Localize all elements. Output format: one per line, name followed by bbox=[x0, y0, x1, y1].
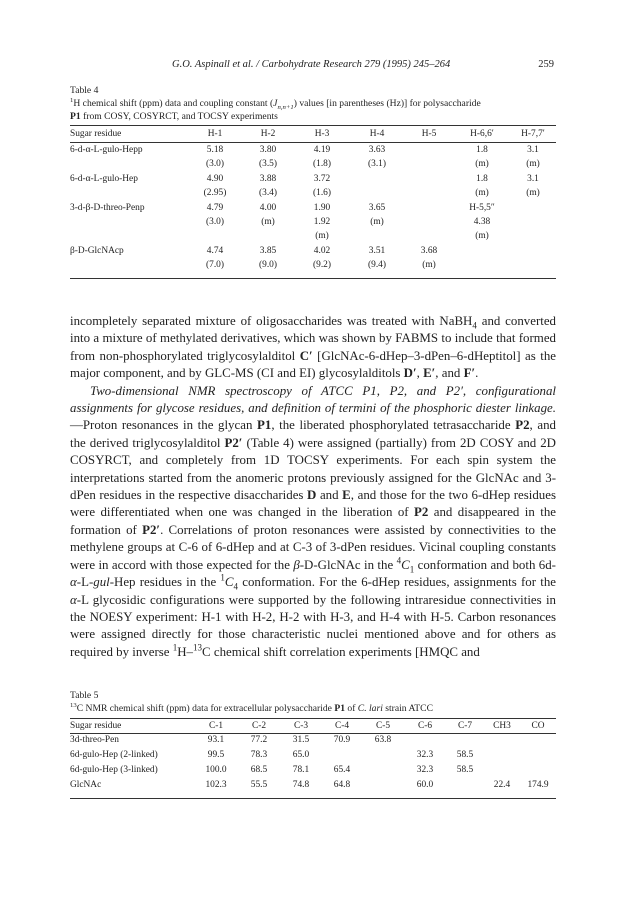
table-cell: 58.5 bbox=[456, 750, 474, 760]
column-header: H-4 bbox=[369, 129, 385, 139]
sugar-residue-cell bbox=[70, 188, 188, 202]
table5-header-row bbox=[70, 721, 556, 735]
table-cell: (m) bbox=[422, 260, 436, 271]
table4-header-row bbox=[70, 129, 556, 145]
table-cell bbox=[454, 260, 510, 274]
sugar-residue-cell: 3-d-β-D-threo-Penp bbox=[70, 202, 145, 213]
table-cell: 1.92 bbox=[313, 216, 331, 227]
table-cell: 3.63 bbox=[368, 145, 386, 155]
table-cell: 4.79 bbox=[206, 202, 224, 213]
column-header: C-5 bbox=[375, 721, 391, 731]
table-cell: 58.5 bbox=[456, 765, 474, 775]
table-cell: (9.0) bbox=[259, 260, 277, 271]
table-cell bbox=[242, 231, 294, 245]
column-header: C-2 bbox=[251, 721, 267, 731]
column-header: C-3 bbox=[293, 721, 309, 731]
table-cell: 31.5 bbox=[292, 735, 310, 745]
sugar-residue-cell bbox=[70, 159, 188, 173]
table-cell: H-5,5″ bbox=[469, 202, 495, 213]
paragraph: Two-dimensional NMR spectroscopy of ATCC P1, P2, and P2′, configurational assignments for glycose residues, and definition of termini of the phosphoric diester linkage.—Proton resonances in the glycan P1, the liberated phosphorylated tetrasaccharide P2, and the derived triglycosylalditol P2′ (Table 4) were assigned (partially) from 2D COSY and 2D COSYRCT, and completely from 1D TOCSY experiments. For each spin system the interpretations started from the anomeric protons previously assigned for the GlcNAc and 3-dPen residues in the respective disaccharides D and E, and those for the two 6-dHep residues were differentiated when one was changed in the liberation of P2 and disappeared in the formation of P2′. Correlations of proton resonances were assisted by connectivities to the methylene groups at C-6 of 6-dHep and at C-3 of 3-dPen residues. Vicinal coupling constants were in accord with those expected for the β-D-GlcNAc in the $^4C_1$ conformation and both 6d-α-L-gul-Hep residues in the $^1C_4$ conformation. For the 6-dHep residues, assignments for the α-L glycosidic configurations were supported by the following intraresidue connectivities in the NOESY experiment: H-1 with H-2, H-2 with H-3, and H-4 with H-5. Carbon resonances were assigned directly for those characteristic nuclei mentioned above and for others as required by inverse $^1$H–$^{13}$C chemical shift correlation experiments [HMQC and bbox=[70, 383, 556, 659]
table-cell: 4.74 bbox=[206, 245, 224, 256]
table-cell: 3.88 bbox=[259, 173, 277, 184]
table-cell: 78.1 bbox=[292, 765, 310, 775]
table-cell: 1.8 bbox=[476, 145, 488, 155]
table-cell: (m) bbox=[475, 231, 489, 242]
table-cell: 70.9 bbox=[333, 735, 351, 745]
column-header: H-5 bbox=[421, 129, 437, 139]
table-cell: 3.1 bbox=[527, 173, 539, 184]
table-cell bbox=[188, 231, 242, 245]
table-cell bbox=[510, 231, 556, 245]
table-row bbox=[70, 159, 556, 173]
table-cell: (m) bbox=[261, 216, 275, 227]
sugar-residue-cell: 6d-gulo-Hep (2-linked) bbox=[70, 750, 158, 760]
page-number: 259 bbox=[538, 59, 554, 70]
table-cell: 5.18 bbox=[206, 145, 224, 155]
column-header: H-3 bbox=[314, 129, 330, 139]
table-cell: 32.3 bbox=[416, 765, 434, 775]
table-cell bbox=[404, 145, 454, 159]
table-row bbox=[70, 217, 556, 231]
table4 bbox=[70, 129, 556, 275]
column-header: H-7,7′ bbox=[521, 129, 545, 139]
table-cell bbox=[520, 735, 556, 750]
table-cell bbox=[454, 246, 510, 260]
table-cell: (m) bbox=[475, 188, 489, 199]
table5-top-rule bbox=[70, 718, 556, 719]
column-header: CH3 bbox=[493, 721, 511, 731]
table-cell: (m) bbox=[370, 216, 384, 227]
table-cell: 3.51 bbox=[368, 245, 386, 256]
table4-caption: $^1$H chemical shift (ppm) data and coupling constant $(J_{n,n+1})$ values [in parentheses (Hz)] for polysaccharide P1 from COSY, COSYRCT, and TOCSY experiments bbox=[70, 96, 481, 122]
table-row bbox=[70, 260, 556, 274]
column-header: C-1 bbox=[208, 721, 224, 731]
table-cell: 3.85 bbox=[259, 245, 277, 256]
table-cell: 65.4 bbox=[333, 765, 351, 775]
table-cell: (3.1) bbox=[368, 159, 386, 170]
table-cell bbox=[484, 735, 520, 750]
table-cell: 102.3 bbox=[205, 780, 227, 790]
sugar-residue-cell bbox=[70, 217, 188, 231]
table-cell bbox=[322, 750, 362, 765]
column-header: Sugar residue bbox=[70, 129, 122, 139]
table-row bbox=[70, 145, 556, 159]
table-cell: (3.0) bbox=[206, 159, 224, 170]
table-cell bbox=[446, 780, 484, 795]
table-row bbox=[70, 750, 556, 765]
table-row bbox=[70, 188, 556, 202]
table-cell: 32.3 bbox=[416, 750, 434, 760]
table-cell: 93.1 bbox=[207, 735, 225, 745]
table-cell: 3.1 bbox=[527, 145, 539, 155]
table-cell bbox=[362, 780, 404, 795]
table-cell: 68.5 bbox=[250, 765, 268, 775]
table-cell bbox=[446, 735, 484, 750]
table-row bbox=[70, 203, 556, 217]
table-cell bbox=[510, 203, 556, 217]
table-cell bbox=[404, 203, 454, 217]
table5 bbox=[70, 721, 556, 795]
table-cell: 174.9 bbox=[527, 780, 549, 790]
sugar-residue-cell bbox=[70, 231, 188, 245]
table-cell: (m) bbox=[475, 159, 489, 170]
sugar-residue-cell: GlcNAc bbox=[70, 780, 102, 790]
table-cell: 78.3 bbox=[250, 750, 268, 760]
table-row bbox=[70, 246, 556, 260]
column-header: H-1 bbox=[207, 129, 223, 139]
table-cell bbox=[484, 750, 520, 765]
section-heading: Two-dimensional NMR spectroscopy of ATCC P1, P2, and P2′, configurational assignments for glycose residues, and definition of termini of the phosphoric diester linkage. bbox=[70, 383, 556, 416]
body-text bbox=[70, 313, 556, 661]
column-header: H-6,6′ bbox=[470, 129, 494, 139]
column-header: C-4 bbox=[334, 721, 350, 731]
table5-label: Table 5 bbox=[70, 690, 99, 701]
table-cell: 64.8 bbox=[333, 780, 351, 790]
table-cell bbox=[362, 750, 404, 765]
table4-top-rule bbox=[70, 125, 556, 126]
table-cell: (9.4) bbox=[368, 260, 386, 271]
table-cell: 4.19 bbox=[313, 145, 331, 155]
table-cell: 74.8 bbox=[292, 780, 310, 790]
table-cell: 4.90 bbox=[206, 173, 224, 184]
table-row bbox=[70, 231, 556, 245]
table-cell bbox=[362, 765, 404, 780]
sugar-residue-cell bbox=[70, 260, 188, 274]
table-cell bbox=[510, 217, 556, 231]
table-cell: 55.5 bbox=[250, 780, 268, 790]
journal-citation: G.O. Aspinall et al. / Carbohydrate Research 279 (1995) 245–264 bbox=[172, 59, 451, 70]
table-cell: (7.0) bbox=[206, 260, 224, 271]
sugar-residue-cell: 6d-gulo-Hep (3-linked) bbox=[70, 765, 158, 775]
table-row bbox=[70, 735, 556, 750]
column-header: Sugar residue bbox=[70, 721, 122, 731]
table-cell: 1.8 bbox=[476, 173, 488, 184]
sugar-residue-cell: 6-d-α-L-gulo-Hepp bbox=[70, 145, 143, 155]
table-cell: (3.5) bbox=[259, 159, 277, 170]
table4-label: Table 4 bbox=[70, 85, 99, 96]
table-cell: 65.0 bbox=[292, 750, 310, 760]
table-cell bbox=[404, 188, 454, 202]
table-cell bbox=[520, 765, 556, 780]
table-cell: 3.80 bbox=[259, 145, 277, 155]
table-cell bbox=[404, 174, 454, 188]
table-cell bbox=[350, 174, 404, 188]
table-cell bbox=[404, 159, 454, 173]
table-cell: 4.00 bbox=[259, 202, 277, 213]
table-cell: 22.4 bbox=[493, 780, 511, 790]
paragraph: incompletely separated mixture of oligosaccharides was treated with NaBH$_4$ and converted into a mixture of methylated derivatives, which was shown by FABMS to include that formed from non-phosphorylated triglycosylalditol C′ [GlcNAc-6-dHep–3-dPen–6-dHeptitol] as the major component, and by GLC-MS (CI and EI) glycosylalditols D′, E′, and F′. bbox=[70, 314, 556, 381]
table-cell: (2.95) bbox=[203, 188, 227, 199]
table-cell: (m) bbox=[526, 159, 540, 170]
table-row bbox=[70, 780, 556, 795]
table-cell: 4.38 bbox=[473, 216, 491, 227]
table4-bottom-rule bbox=[70, 278, 556, 279]
table-cell: 99.5 bbox=[207, 750, 225, 760]
table-cell bbox=[510, 260, 556, 274]
column-header: C-7 bbox=[457, 721, 473, 731]
table-cell bbox=[350, 231, 404, 245]
sugar-residue-cell: β-D-GlcNAcp bbox=[70, 245, 124, 256]
table-cell: 3.68 bbox=[420, 245, 438, 256]
table-cell: (1.6) bbox=[313, 188, 331, 199]
table-cell: (m) bbox=[526, 188, 540, 199]
column-header: H-2 bbox=[260, 129, 276, 139]
table-cell: (m) bbox=[315, 231, 329, 242]
table-row bbox=[70, 765, 556, 780]
table-cell bbox=[404, 231, 454, 245]
table-cell bbox=[520, 750, 556, 765]
table-cell: 60.0 bbox=[416, 780, 434, 790]
table-cell: 3.72 bbox=[313, 173, 331, 184]
table-cell bbox=[484, 765, 520, 780]
table-cell bbox=[404, 217, 454, 231]
table-cell bbox=[404, 735, 446, 750]
sugar-residue-cell: 3d-threo-Pen bbox=[70, 735, 119, 745]
table-cell: 77.2 bbox=[250, 735, 268, 745]
running-head bbox=[70, 59, 554, 73]
column-header: C-6 bbox=[417, 721, 433, 731]
table-cell: 3.65 bbox=[368, 202, 386, 213]
table-cell bbox=[510, 246, 556, 260]
table-cell: (3.0) bbox=[206, 216, 224, 227]
table-row bbox=[70, 174, 556, 188]
table-cell: 100.0 bbox=[205, 765, 227, 775]
table-cell bbox=[350, 188, 404, 202]
table-cell: (1.8) bbox=[313, 159, 331, 170]
table-cell: (9.2) bbox=[313, 260, 331, 271]
table-cell: 4.02 bbox=[313, 245, 331, 256]
table-cell: (3.4) bbox=[259, 188, 277, 199]
sugar-residue-cell: 6-d-α-L-gulo-Hep bbox=[70, 173, 138, 184]
table-cell: 63.8 bbox=[374, 735, 392, 745]
table5-caption: $^{13}$C NMR chemical shift (ppm) data for extracellular polysaccharide P1 of C. lari strain ATCC bbox=[70, 701, 433, 714]
column-header: CO bbox=[531, 721, 545, 731]
table5-bottom-rule bbox=[70, 798, 556, 799]
table-cell: 1.90 bbox=[313, 202, 331, 213]
